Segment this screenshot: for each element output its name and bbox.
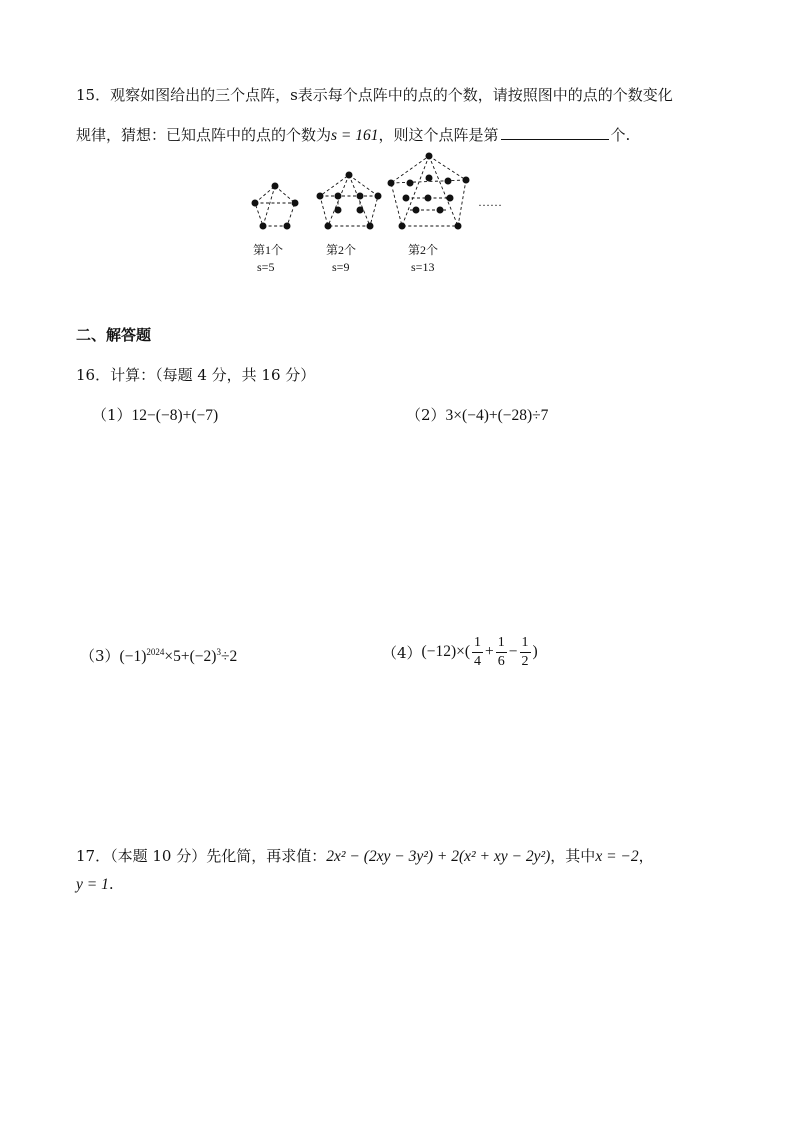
figure2-count: s=9: [332, 260, 350, 274]
figure3-count: s=13: [411, 260, 435, 274]
fraction-1-2: $\frac{1}{2}$: [521, 635, 529, 669]
q16-part2: [406, 404, 548, 425]
q17-condition-y: y = 1: [76, 876, 109, 893]
figure2-label: 第2个: [326, 243, 357, 257]
q16-part2-number: （2）: [406, 406, 446, 424]
q17-period: .: [108, 875, 114, 893]
q16-part3-number: （3）: [80, 647, 120, 665]
q17-expression: 2x² − (2xy − 3y²) + 2(x² + xy − 2y²): [326, 848, 551, 865]
q16-part4-expression: (−12)×( $\frac{1}{4}$ + $\frac{1}{6}$ − $\frac{1}{2}$ ): [421, 635, 538, 669]
q16-part2-expression: 3×(−4)+(−28)÷7: [445, 407, 549, 424]
q16-part1-number: （1）: [92, 406, 132, 424]
q16-part3-expression: $(-1)^{2024}\times 5+(-2)^3\div 2$: [119, 646, 238, 665]
figure1-count: s=5: [257, 260, 275, 274]
q17-comma: ，: [638, 847, 654, 865]
q17-condition-x: x = −2: [595, 848, 639, 865]
section2-title: 二、解答题: [76, 326, 152, 344]
figure-ellipsis: ……: [478, 195, 502, 209]
q17-line2: [76, 875, 114, 894]
q16-title: 16．计算：（每题 4 分，共 16 分）: [76, 366, 316, 384]
q15-formula: s = 161: [331, 127, 379, 144]
dot-lattice-figure: [240, 148, 520, 282]
figure1-label: 第1个: [253, 243, 284, 257]
q17-text-mid: ，其中: [550, 847, 596, 865]
q15-text-mid: ，则这个点阵是第: [378, 126, 499, 144]
q16-part4: [382, 636, 538, 669]
q17-text-before: 17．（本题 10 分）先化简，再求值：: [76, 847, 327, 865]
fraction-1-4: $\frac{1}{4}$: [474, 635, 482, 669]
q15-line1: 15．观察如图给出的三个点阵，s表示每个点阵中的点的个数，请按照图中的点的个数变化: [76, 86, 673, 104]
q16-part3: [80, 645, 237, 666]
figure3-label: 第2个: [408, 243, 439, 257]
q16-part4-number: （4）: [382, 644, 422, 662]
q15-line2: [76, 124, 630, 145]
q15-text-after: 个.: [610, 126, 631, 144]
q17-line1: [76, 845, 654, 866]
q15-text-before: 规律，猜想：已知点阵中的点的个数为: [76, 126, 332, 144]
fraction-1-6: $\frac{1}{6}$: [497, 635, 505, 669]
q16-part1: [92, 404, 218, 425]
q15-answer-blank[interactable]: [501, 125, 609, 140]
q16-part1-expression: 12−(−8)+(−7): [131, 407, 219, 424]
